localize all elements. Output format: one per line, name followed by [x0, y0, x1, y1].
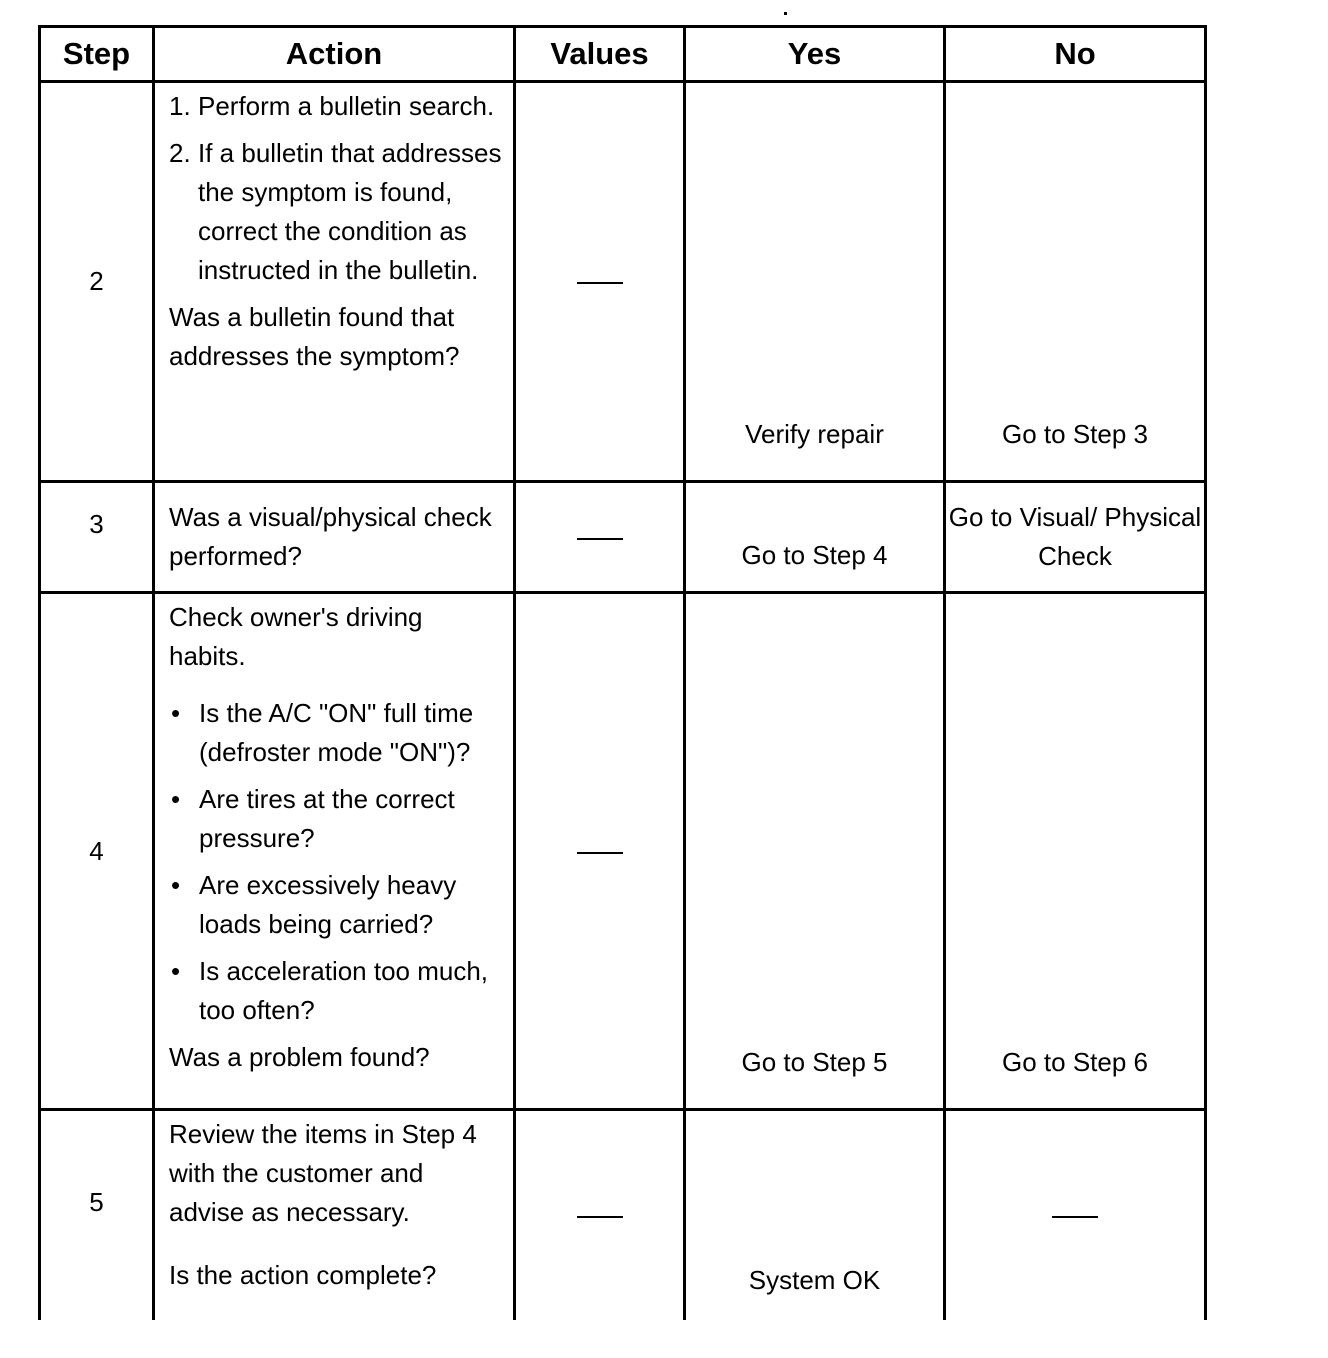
no-cell: Go to Visual/ Physical Check	[945, 482, 1206, 593]
header-row	[40, 27, 1206, 82]
item-text: Are excessively heavy loads being carried?	[199, 870, 457, 939]
table-row-step-4	[40, 593, 1206, 1110]
bullet-icon: •	[171, 870, 181, 900]
question-text: Was a bulletin found that addresses the symptom?	[169, 302, 460, 371]
list-item	[169, 866, 503, 944]
step-number: 3	[40, 482, 154, 593]
empty-value-dash	[577, 282, 623, 284]
item-number: 2.	[169, 138, 191, 168]
bullet-icon: •	[171, 784, 181, 814]
yes-cell: System OK	[685, 1110, 945, 1320]
header-action: Action	[154, 27, 515, 82]
list-item	[169, 952, 503, 1030]
bullet-icon: •	[171, 956, 181, 986]
no-cell: Go to Step 3	[945, 82, 1206, 482]
action-cell	[154, 1110, 515, 1320]
empty-no-dash	[1052, 1216, 1098, 1218]
yes-cell: Verify repair	[685, 82, 945, 482]
item-text: Perform a bulletin search.	[198, 91, 495, 121]
stray-dot-mark	[784, 12, 787, 15]
values-cell	[515, 593, 685, 1110]
step-number: 4	[40, 593, 154, 1110]
values-cell	[515, 82, 685, 482]
table-row-step-2	[40, 82, 1206, 482]
action-cell	[154, 82, 515, 482]
intro-text: Check owner's driving habits.	[169, 602, 423, 671]
step-number: 2	[40, 82, 154, 482]
no-cell: Go to Step 6	[945, 593, 1206, 1110]
values-cell	[515, 482, 685, 593]
action-cell	[154, 482, 515, 593]
item-number: 1.	[169, 91, 191, 121]
header-no: No	[945, 27, 1206, 82]
bullet-list	[169, 694, 503, 1030]
question-text: Is the action complete?	[169, 1260, 437, 1290]
diagnostic-table	[38, 25, 1207, 1320]
item-text: Are tires at the correct pressure?	[199, 784, 455, 853]
table-row-step-3	[40, 482, 1206, 593]
step-number: 5	[40, 1110, 154, 1320]
action-cell	[154, 593, 515, 1110]
numbered-list	[169, 87, 503, 290]
question-text: Was a visual/physical check performed?	[169, 502, 492, 571]
empty-value-dash	[577, 852, 623, 854]
no-cell	[945, 1110, 1206, 1320]
header-values: Values	[515, 27, 685, 82]
intro-text: Review the items in Step 4 with the customer and advise as necessary.	[169, 1119, 477, 1227]
empty-value-dash	[577, 538, 623, 540]
empty-value-dash	[577, 1216, 623, 1218]
header-step: Step	[40, 27, 154, 82]
item-text: Is the A/C "ON" full time (defroster mode "ON")?	[199, 698, 474, 767]
bullet-icon: •	[171, 698, 181, 728]
header-yes: Yes	[685, 27, 945, 82]
list-item	[169, 780, 503, 858]
yes-cell: Go to Step 5	[685, 593, 945, 1110]
item-text: If a bulletin that addresses the symptom is found, correct the condition as instructed in the bulletin.	[198, 138, 502, 285]
table-row-step-5	[40, 1110, 1206, 1320]
list-item	[169, 694, 503, 772]
question-text: Was a problem found?	[169, 1042, 430, 1072]
item-text: Is acceleration too much, too often?	[199, 956, 489, 1025]
yes-cell: Go to Step 4	[685, 482, 945, 593]
list-item	[169, 134, 503, 290]
values-cell	[515, 1110, 685, 1320]
list-item	[169, 87, 503, 126]
